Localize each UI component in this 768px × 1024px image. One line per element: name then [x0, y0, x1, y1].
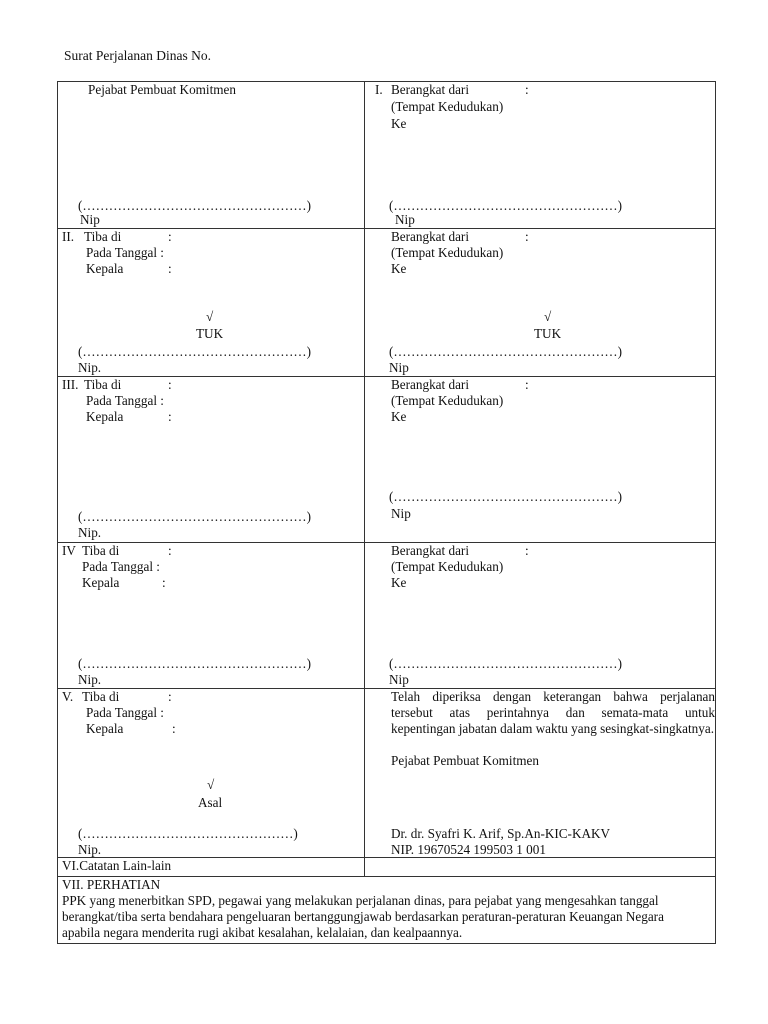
kepala-label: Kepala	[86, 721, 124, 736]
ke-label: Ke	[391, 409, 407, 424]
signature-line: (……………………………………………)	[78, 509, 311, 524]
berangkat-label: Berangkat dari	[391, 543, 469, 558]
checkmark-icon: √	[206, 309, 214, 324]
section-number: II.	[62, 229, 75, 244]
form-row-6	[58, 858, 716, 877]
row5-left-cell	[58, 689, 365, 858]
perhatian-line: berangkat/tiba serta bendahara pengeluaran bertanggungjawab berdasarkan peraturan-peraturan Keuangan Negara	[62, 909, 664, 924]
nip-label: Nip.	[78, 525, 102, 540]
kepala-label: Kepala	[82, 575, 120, 590]
signature-line: (……………………………………………)	[78, 344, 311, 359]
colon: :	[162, 575, 166, 590]
tempat-kedudukan-label: (Tempat Kedudukan)	[391, 393, 504, 408]
kepala-label: Kepala	[86, 261, 124, 276]
perhatian-cell	[58, 877, 716, 944]
verification-statement: Telah diperiksa dengan keterangan bahwa perjalanan tersebut atas perintahnya dan semata-mata untuk kepentingan jabatan dalam waktu yang sesingkat-singkatnya.	[391, 689, 715, 736]
perhatian-line: apabila negara menderita rugi akibat kesalahan, kelalaian, dan kealpaannya.	[62, 925, 463, 940]
catatan-cell	[58, 858, 365, 877]
row1-left-cell	[58, 82, 365, 229]
row4-right-cell	[365, 543, 716, 689]
signature-line: (……………………………………………)	[389, 344, 622, 359]
tempat-kedudukan-label: (Tempat Kedudukan)	[391, 99, 504, 114]
signature-line: (……………………………………………)	[389, 489, 622, 504]
signer-title: TUK	[196, 326, 224, 341]
colon: :	[168, 543, 172, 558]
section-number: V.	[62, 689, 74, 704]
signature-line: (…………………………………………)	[78, 826, 298, 841]
official-nip: NIP. 19670524 199503 1 001	[391, 842, 546, 857]
colon: :	[168, 229, 172, 244]
form-row-4	[58, 543, 716, 689]
nip-label: Nip	[391, 506, 411, 521]
row2-right-cell	[365, 229, 716, 377]
nip-label: Nip	[80, 212, 100, 227]
form-row-3	[58, 377, 716, 543]
perhatian-heading: VII. PERHATIAN	[62, 877, 161, 892]
tanggal-label: Pada Tanggal :	[86, 245, 164, 260]
colon: :	[168, 261, 172, 276]
kepala-label: Kepala	[86, 409, 124, 424]
section-number: III.	[62, 377, 79, 392]
tiba-label: Tiba di	[84, 229, 122, 244]
official-name: Dr. dr. Syafri K. Arif, Sp.An-KIC-KAKV	[391, 826, 611, 841]
ke-label: Ke	[391, 575, 407, 590]
berangkat-label: Berangkat dari	[391, 229, 469, 244]
row2-left-cell	[58, 229, 365, 377]
row5-right-cell	[365, 689, 716, 858]
tiba-label: Tiba di	[82, 543, 120, 558]
row3-right-cell	[365, 377, 716, 543]
tiba-label: Tiba di	[84, 377, 122, 392]
tempat-kedudukan-label: (Tempat Kedudukan)	[391, 245, 504, 260]
colon: :	[168, 377, 172, 392]
row4-left-cell	[58, 543, 365, 689]
colon: :	[168, 689, 172, 704]
signature-line: (……………………………………………)	[78, 656, 311, 671]
nip-label: Nip.	[78, 360, 102, 375]
colon: :	[168, 409, 172, 424]
berangkat-label: Berangkat dari	[391, 82, 469, 97]
section-number: I.	[375, 82, 383, 97]
tanggal-label: Pada Tanggal :	[82, 559, 160, 574]
ppk-heading: Pejabat Pembuat Komitmen	[391, 753, 539, 768]
form-row-7	[58, 877, 716, 944]
colon: :	[525, 229, 529, 244]
catatan-empty-cell	[365, 858, 716, 877]
colon: :	[525, 82, 529, 97]
row3-left-cell	[58, 377, 365, 543]
form-row-5	[58, 689, 716, 858]
tiba-label: Tiba di	[82, 689, 120, 704]
document-title: Surat Perjalanan Dinas No.	[64, 48, 211, 63]
nip-label: Nip	[389, 360, 409, 375]
nip-label: Nip	[395, 212, 415, 227]
berangkat-label: Berangkat dari	[391, 377, 469, 392]
nip-label: Nip	[389, 672, 409, 687]
colon: :	[525, 543, 529, 558]
spd-form-table	[57, 81, 716, 944]
section-number: IV	[62, 543, 76, 558]
form-row-2	[58, 229, 716, 377]
signature-line: (……………………………………………)	[78, 198, 311, 213]
colon: :	[172, 721, 176, 736]
form-row-1	[58, 82, 716, 229]
row1-right-cell	[365, 82, 716, 229]
nip-label: Nip.	[78, 842, 102, 857]
colon: :	[525, 377, 529, 392]
signature-line: (……………………………………………)	[389, 656, 622, 671]
tempat-kedudukan-label: (Tempat Kedudukan)	[391, 559, 504, 574]
signer-title: Asal	[198, 795, 223, 810]
ke-label: Ke	[391, 261, 407, 276]
ppk-heading: Pejabat Pembuat Komitmen	[88, 82, 236, 97]
signer-title: TUK	[534, 326, 562, 341]
ke-label: Ke	[391, 116, 407, 131]
checkmark-icon: √	[207, 777, 215, 792]
tanggal-label: Pada Tanggal :	[86, 705, 164, 720]
nip-label: Nip.	[78, 672, 102, 687]
perhatian-line: PPK yang menerbitkan SPD, pegawai yang melakukan perjalanan dinas, para pejabat yang mengesahkan tanggal	[62, 893, 659, 908]
tanggal-label: Pada Tanggal :	[86, 393, 164, 408]
signature-line: (……………………………………………)	[389, 198, 622, 213]
catatan-label: VI.Catatan Lain-lain	[62, 858, 172, 873]
checkmark-icon: √	[544, 309, 552, 324]
